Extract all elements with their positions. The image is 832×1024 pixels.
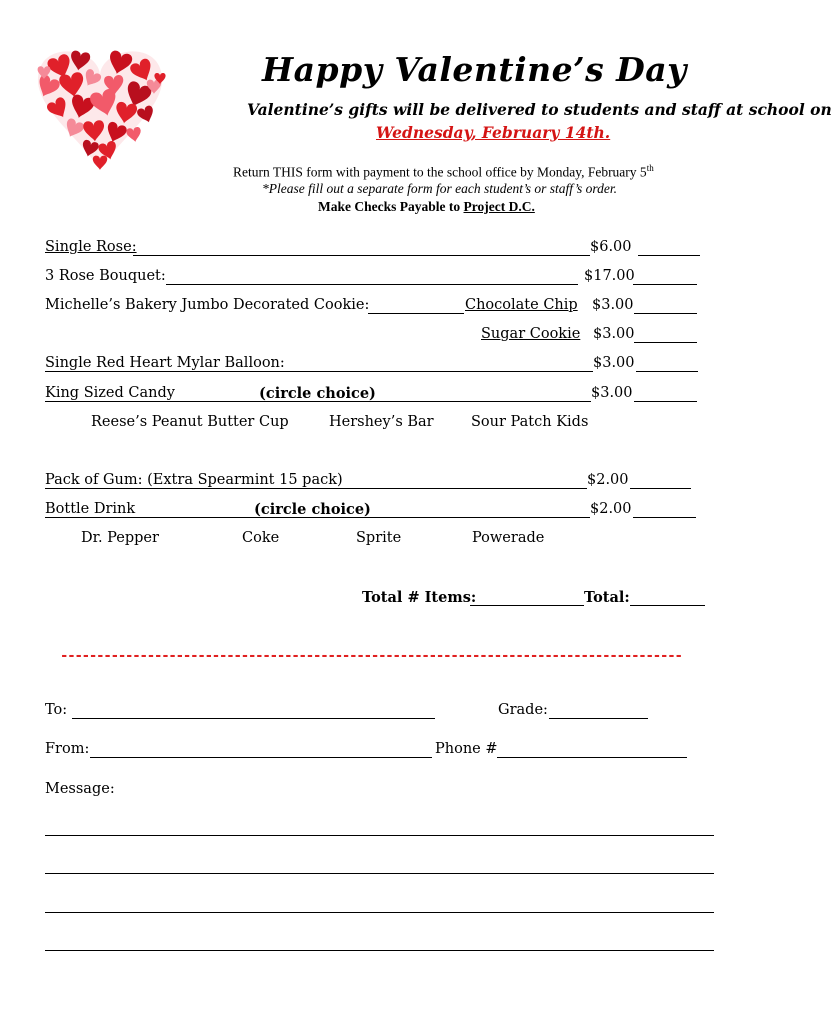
drink-rule [45, 517, 590, 518]
payable-instructions: Make Checks Payable to Project D.C. [318, 199, 535, 214]
cut-line-divider: -------------------------------------------------------------------------------------- [60, 648, 682, 664]
drink-circle-choice: (circle choice) [254, 501, 371, 518]
cookie-price-chocolate: $3.00 [592, 297, 634, 313]
message-line-3[interactable] [45, 912, 714, 913]
from-label: From: [45, 741, 90, 757]
cookie-label: Michelle’s Bakery Jumbo Decorated Cookie: [45, 297, 370, 313]
heart-collage-image [30, 38, 170, 178]
cookie-rule [368, 313, 464, 314]
delivery-subtitle: Valentine’s gifts will be delivered to students and staff at school on [247, 100, 832, 119]
total-items-label: Total # Items: [362, 589, 477, 606]
balloon-rule [45, 371, 593, 372]
drink-choice-coke[interactable]: Coke [242, 530, 280, 546]
total-label: Total: [584, 589, 630, 606]
candy-circle-choice: (circle choice) [259, 385, 376, 402]
single-rose-qty-field[interactable] [638, 255, 700, 256]
candy-label: King Sized Candy [45, 385, 175, 401]
rose-bouquet-qty-field[interactable] [633, 284, 697, 285]
message-label: Message: [45, 781, 115, 797]
cookie-price-sugar: $3.00 [593, 326, 635, 342]
cookie-option-chocolate-chip: Chocolate Chip [465, 297, 578, 313]
drink-choice-powerade[interactable]: Powerade [472, 530, 545, 546]
gum-qty-field[interactable] [630, 488, 691, 489]
candy-price: $3.00 [591, 385, 633, 401]
candy-choice-sour-patch[interactable]: Sour Patch Kids [471, 414, 589, 430]
grade-label: Grade: [498, 702, 548, 718]
single-rose-price: $6.00 [590, 239, 632, 255]
separate-form-note: *Please fill out a separate form for each student’s or staff’s order. [262, 181, 617, 196]
candy-rule [45, 401, 591, 402]
total-items-field[interactable] [470, 605, 584, 606]
message-line-2[interactable] [45, 873, 714, 874]
from-field[interactable] [90, 757, 432, 758]
rose-bouquet-rule [166, 284, 578, 285]
to-label: To: [45, 702, 68, 718]
balloon-qty-field[interactable] [636, 371, 698, 372]
drink-choice-sprite[interactable]: Sprite [356, 530, 402, 546]
cookie-option-sugar: Sugar Cookie [481, 326, 581, 342]
rose-bouquet-label: 3 Rose Bouquet: [45, 268, 166, 284]
phone-label: Phone # [435, 741, 498, 757]
candy-choice-reeses[interactable]: Reese’s Peanut Butter Cup [91, 414, 289, 430]
candy-qty-field[interactable] [634, 401, 697, 402]
drink-label: Bottle Drink [45, 501, 136, 517]
gum-price: $2.00 [587, 472, 629, 488]
rose-bouquet-price: $17.00 [584, 268, 635, 284]
balloon-label: Single Red Heart Mylar Balloon: [45, 355, 285, 371]
message-line-1[interactable] [45, 835, 714, 836]
drink-price: $2.00 [590, 501, 632, 517]
gum-rule [45, 488, 587, 489]
drink-choice-dr-pepper[interactable]: Dr. Pepper [81, 530, 159, 546]
single-rose-rule [133, 255, 590, 256]
balloon-price: $3.00 [593, 355, 635, 371]
to-field[interactable] [72, 718, 435, 719]
message-line-4[interactable] [45, 950, 714, 951]
return-instructions: Return THIS form with payment to the school office by Monday, February 5th [233, 163, 654, 180]
delivery-date: Wednesday, February 14th. [376, 123, 611, 142]
page-title: Happy Valentine’s Day [262, 50, 687, 89]
candy-choice-hersheys[interactable]: Hershey’s Bar [329, 414, 434, 430]
phone-field[interactable] [497, 757, 687, 758]
total-field[interactable] [630, 605, 705, 606]
gum-label: Pack of Gum: (Extra Spearmint 15 pack) [45, 472, 343, 488]
grade-field[interactable] [549, 718, 648, 719]
chocolate-chip-qty-field[interactable] [634, 313, 697, 314]
sugar-cookie-qty-field[interactable] [634, 342, 697, 343]
drink-qty-field[interactable] [633, 517, 696, 518]
single-rose-label: Single Rose: [45, 239, 137, 255]
